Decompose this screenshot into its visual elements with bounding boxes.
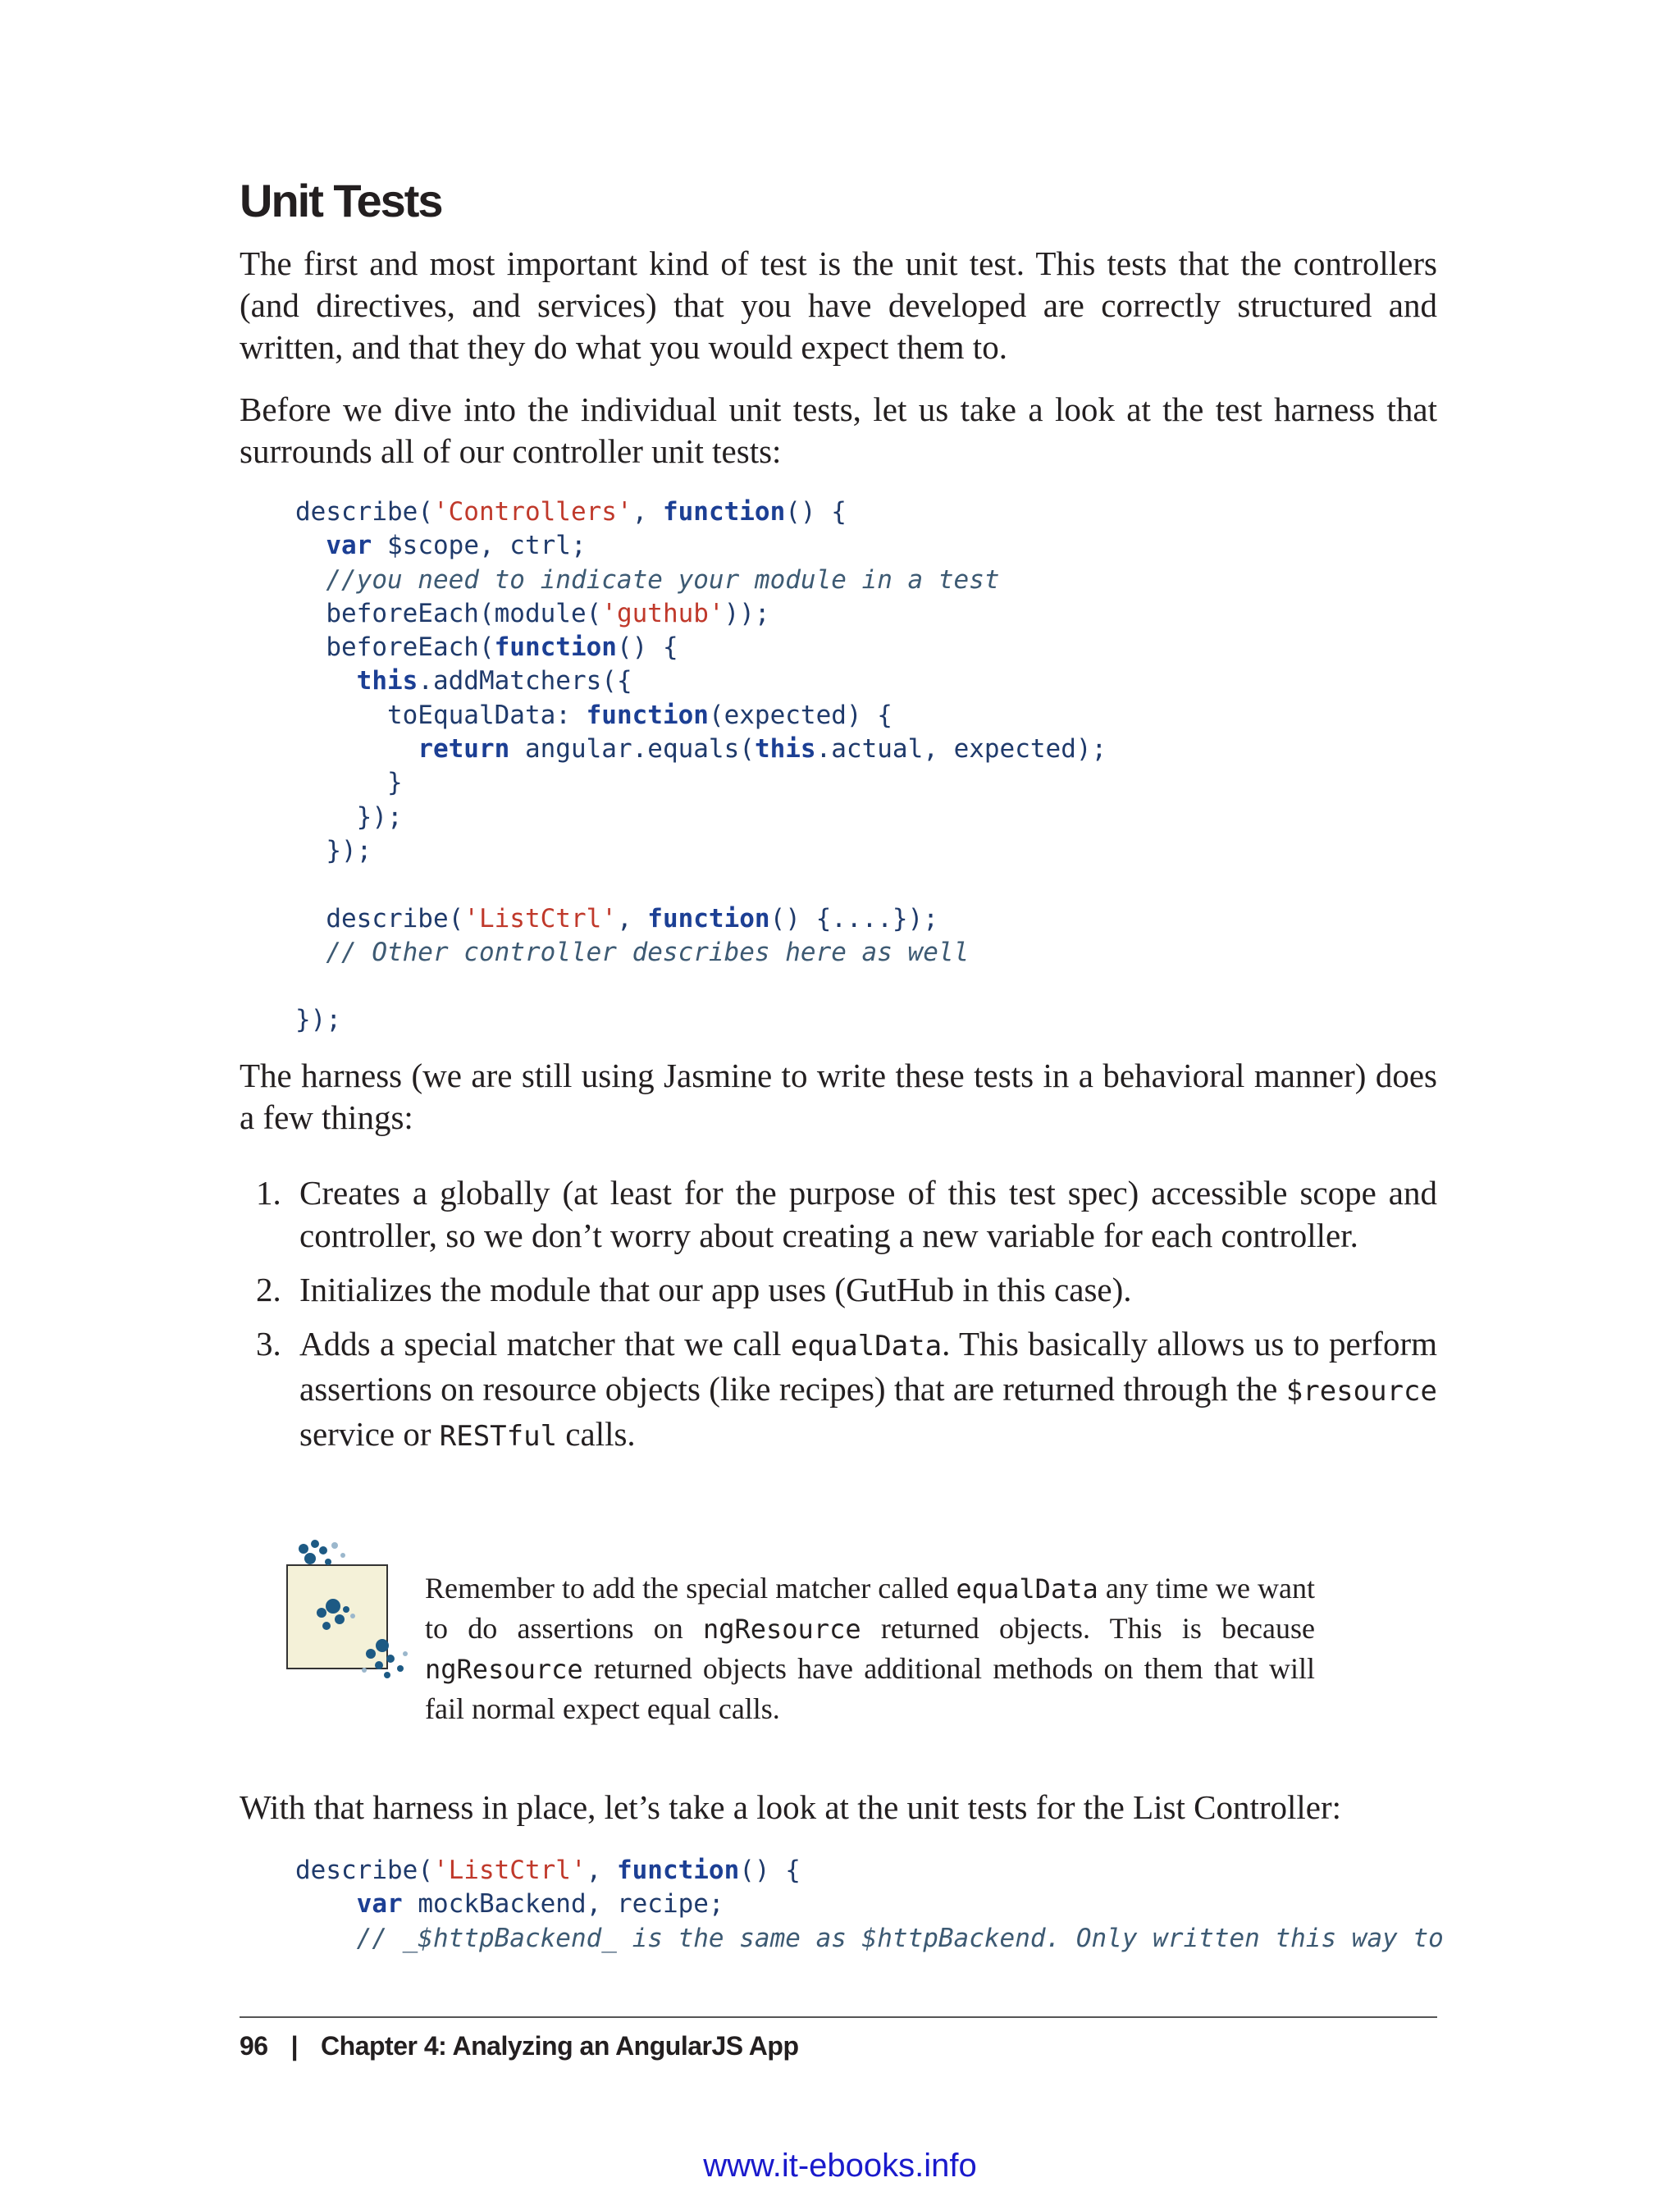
harness-steps-list (240, 1171, 1437, 1458)
harness-intro-paragraph: Before we dive into the individual unit tests, let us take a look at the test harness that surrounds all of our controller unit tests: (240, 390, 1437, 470)
list-item: 1. Creates a globally (at least for the purpose of this test spec) accessible scope and controller, so we don’t worry about creating a new variable for each controller. (256, 1174, 1437, 1254)
footer-separator: | (290, 2031, 299, 2061)
source-url-link[interactable]: www.it-ebooks.info (703, 2148, 977, 2184)
chapter-title: Chapter 4: Analyzing an AngularJS App (321, 2031, 799, 2061)
code-block-harness: describe('Controllers', function() { var $scope, ctrl; //you need to indicate your module in a test beforeEach(module('guthub')); beforeEach(function() { this.addMatchers({ toEqualData: function(expected) { return angular.equals(this.actual, expected); } }); }); describe('ListCtrl', function() {....}); // Other controller describes here as well }); (295, 497, 1107, 1035)
intro-paragraph: The first and most important kind of test is the unit test. This tests that the controllers (and directives, and services) that you have developed are correctly structured and written, and that they do what you would expect them to. (240, 244, 1437, 366)
tip-text: Remember to add the special matcher called equalData any time we want to do assertions on ngResource returned objects. This is because ngResource returned objects have additional methods on them that will fail normal expect equal calls. (425, 1572, 1316, 1725)
page-footer (240, 2031, 799, 2061)
code-block-listctrl: describe('ListCtrl', function() { var mockBackend, recipe; // _$httpBackend_ is the same as $httpBackend. Only written this way to (295, 1856, 1444, 1953)
tip-note (285, 1534, 1335, 1747)
tip-icon (285, 1534, 417, 1690)
footer-divider (240, 2016, 1437, 2018)
section-title: Unit Tests (240, 175, 442, 226)
list-controller-intro-paragraph: With that harness in place, let’s take a look at the unit tests for the List Controller: (240, 1788, 1342, 1826)
harness-description-paragraph: The harness (we are still using Jasmine to write these tests in a behavioral manner) does a few things: (240, 1057, 1437, 1136)
list-item: 3. Adds a special matcher that we call equalData. This basically allows us to perform assertions on resource objects (like recipes) that are returned through the $resource service or RESTful calls. (256, 1325, 1437, 1453)
page-number: 96 (240, 2031, 268, 2061)
list-item: 2. Initializes the module that our app uses (GutHub in this case). (256, 1271, 1132, 1308)
